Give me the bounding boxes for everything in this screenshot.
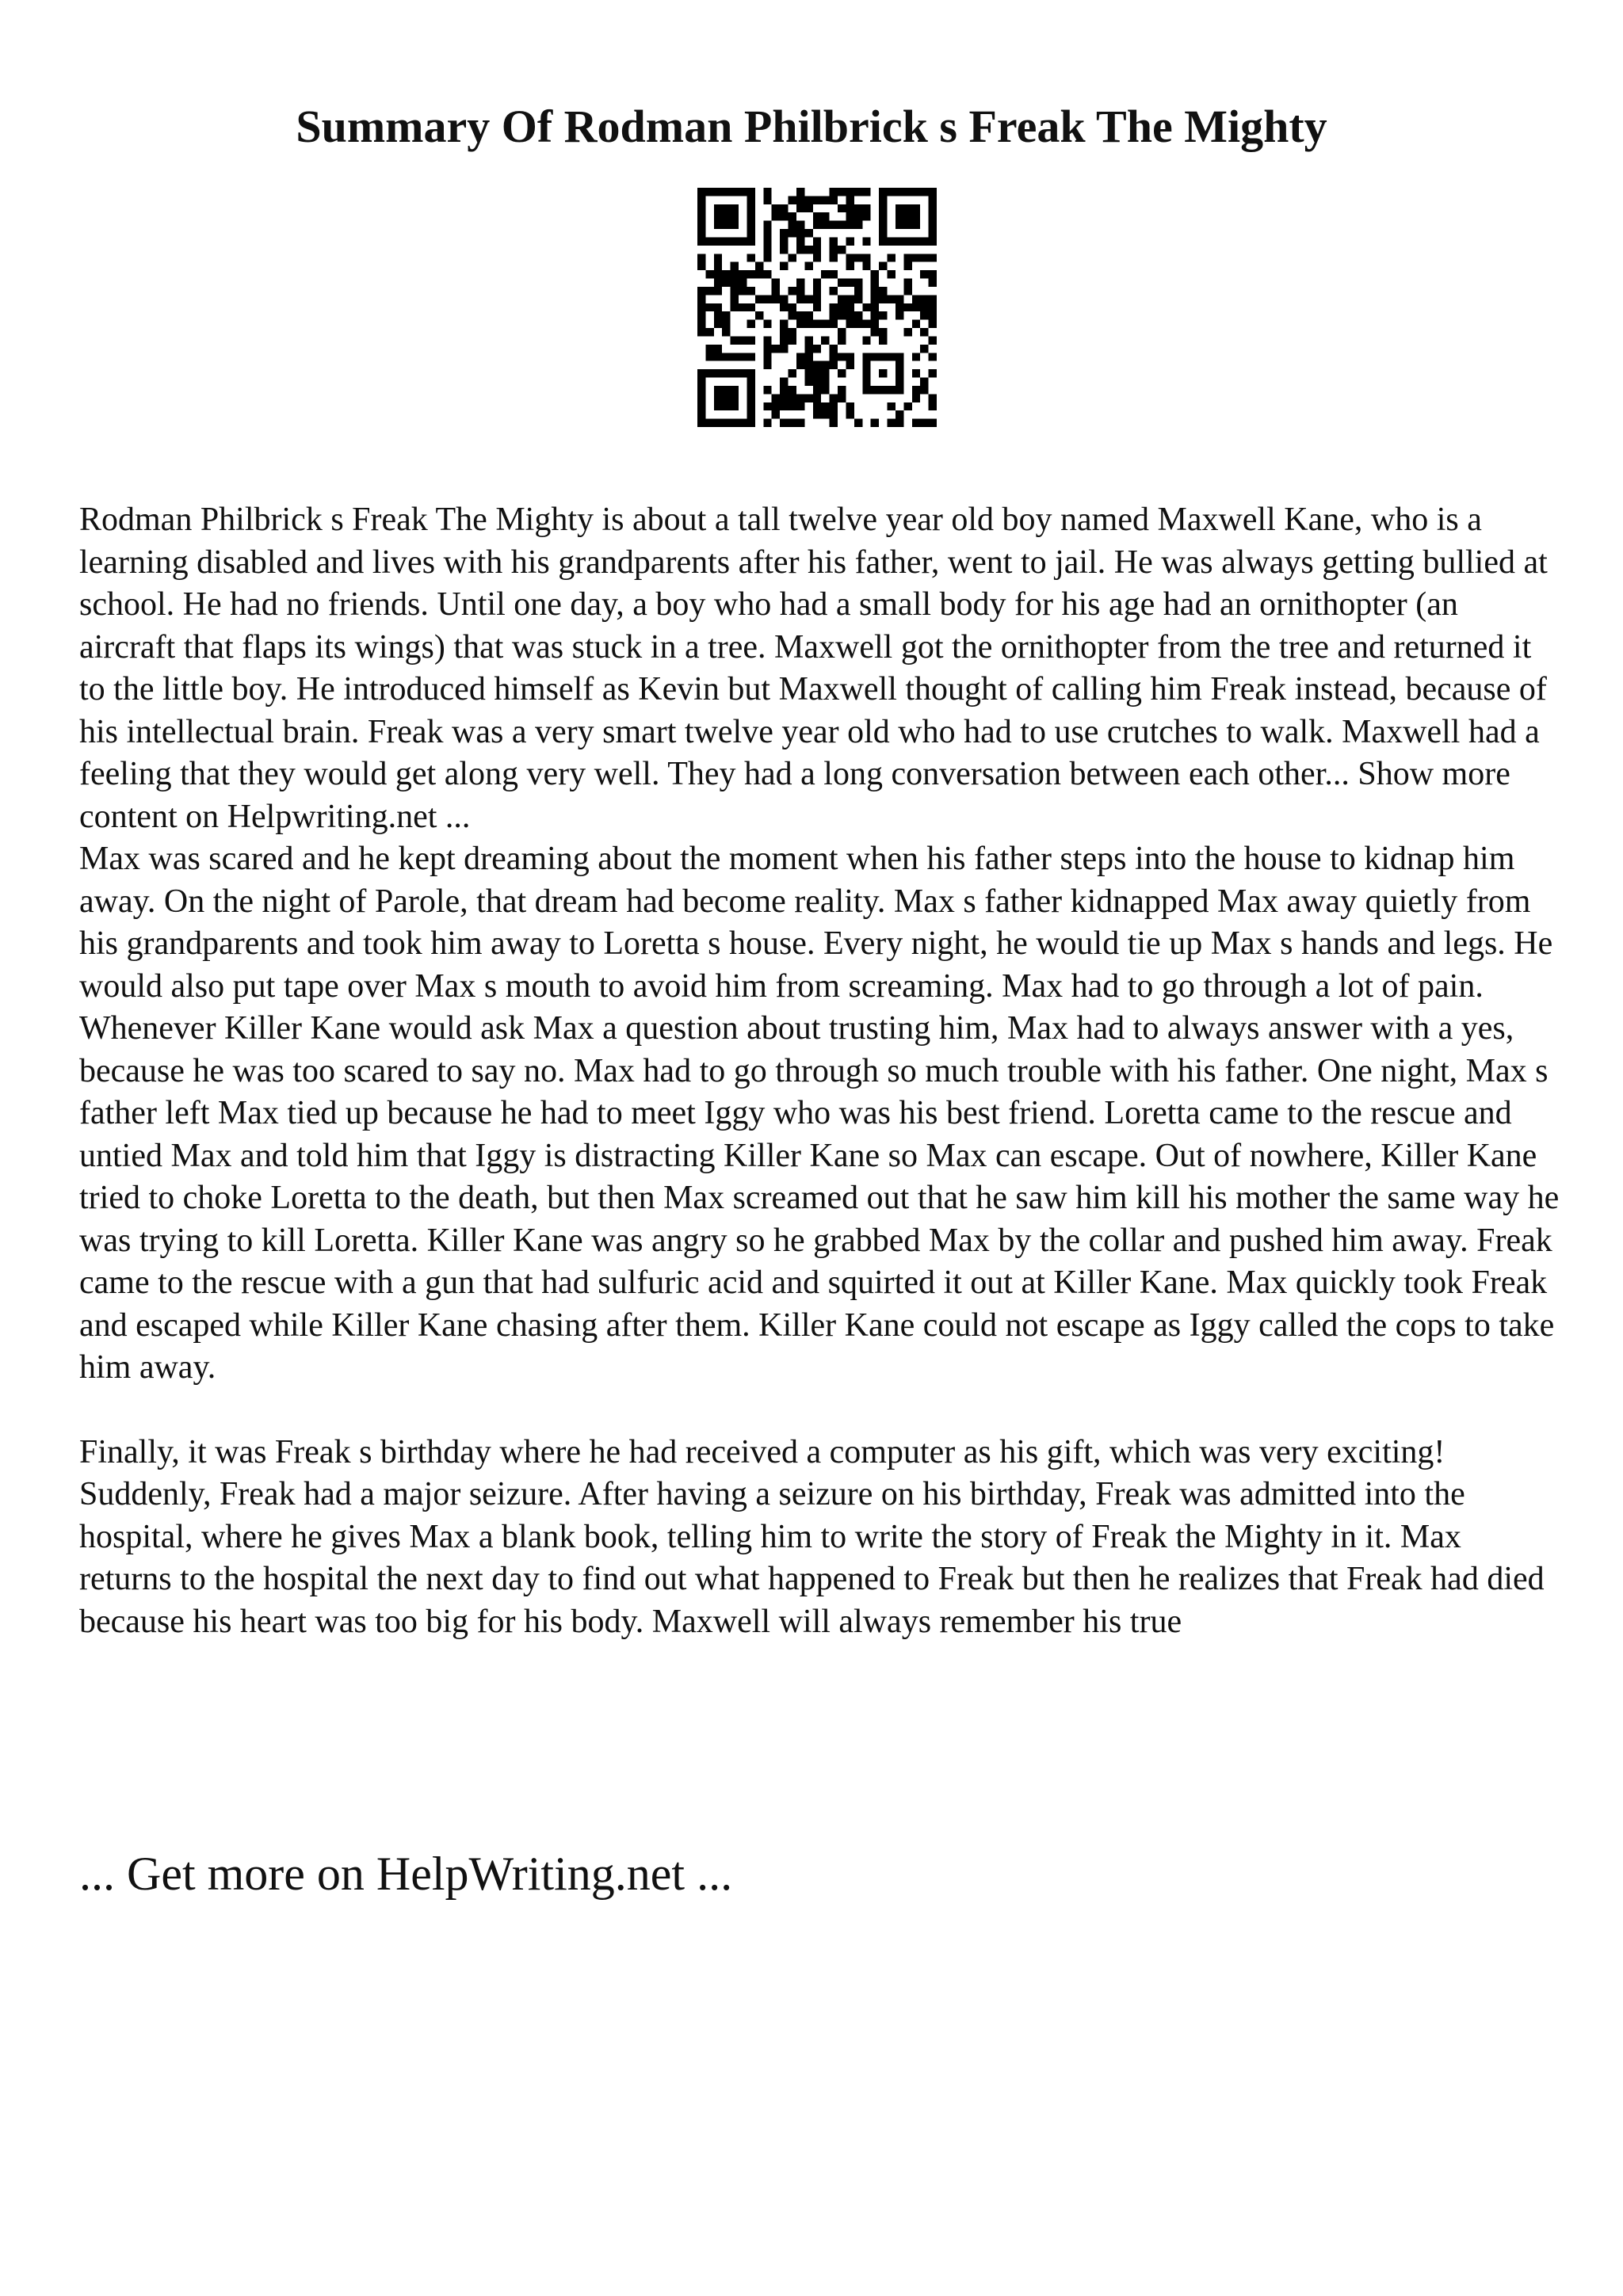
get-more-link[interactable]: ... Get more on HelpWriting.net ... (79, 1848, 733, 1900)
paragraph-ending: Finally, it was Freak s birthday where he had received a computer as his gift, which was very exciting! Suddenly, Freak had a major seizure. After having a seizure on his birthday, Freak was admitted into the hospital, where he gives Max a blank book, telling him to write the story of Freak the Mighty in it. Max returns to the hospital the next day to find out what happened to Freak but then he realizes that Freak had died because his heart was too big for his body. Maxwell will always remember his true (79, 1433, 1545, 1640)
page-title: Summary Of Rodman Philbrick s Freak The Mighty (296, 101, 1327, 152)
paragraph-kidnap: Max was scared and he kept dreaming about the moment when his father steps into the house to kidnap him away. On the night of Parole, that dream had become reality. Max s father kidnapped Max away quietly from his grandparents and took him away to Loretta s house. Every night, he would tie up Max s hands and legs. He would also put tape over Max s mouth to avoid him from screaming. Max had to go through a lot of pain. Whenever Killer Kane would ask Max a question about trusting him, Max had to always answer with a yes, because he was too scared to say no. Max had to go through so much trouble with his father. One night, Max s father left Max tied up because he had to meet Iggy who was his best friend. Loretta came to the rescue and untied Max and told him that Iggy is distracting Killer Kane so Max can escape. Out of nowhere, Killer Kane tried to choke Loretta to the death, but then Max screamed out that he saw him kill his mother the same way he was trying to kill Loretta. Killer Kane was angry so he grabbed Max by the collar and pushed him away. Freak came to the rescue with a gun that had sulfuric acid and squirted it out at Killer Kane. Max quickly took Freak and escaped while Killer Kane chasing after them. Killer Kane could not escape as Iggy called the cops to take him away. (79, 841, 1560, 1386)
qr-code-icon (697, 188, 937, 427)
article-body (79, 499, 1561, 1643)
paragraph-intro: Rodman Philbrick s Freak The Mighty is about a tall twelve year old boy named Maxwell Kane, who is a learning disabled and lives with his grandparents after his father, went to jail. He was always getting bullied at school. He had no friends. Until one day, a boy who had a small body for his age had an ornithopter (an aircraft that flaps its wings) that was stuck in a tree. Maxwell got the ornithopter from the tree and returned it to the little boy. He introduced himself as Kevin but Maxwell thought of calling him Freak instead, because of his intellectual brain. Freak was a very smart twelve year old who had to use crutches to walk. Maxwell had a feeling that they would get along very well. They had a long conversation between each other... Show more content on Helpwriting.net ... (79, 502, 1548, 835)
